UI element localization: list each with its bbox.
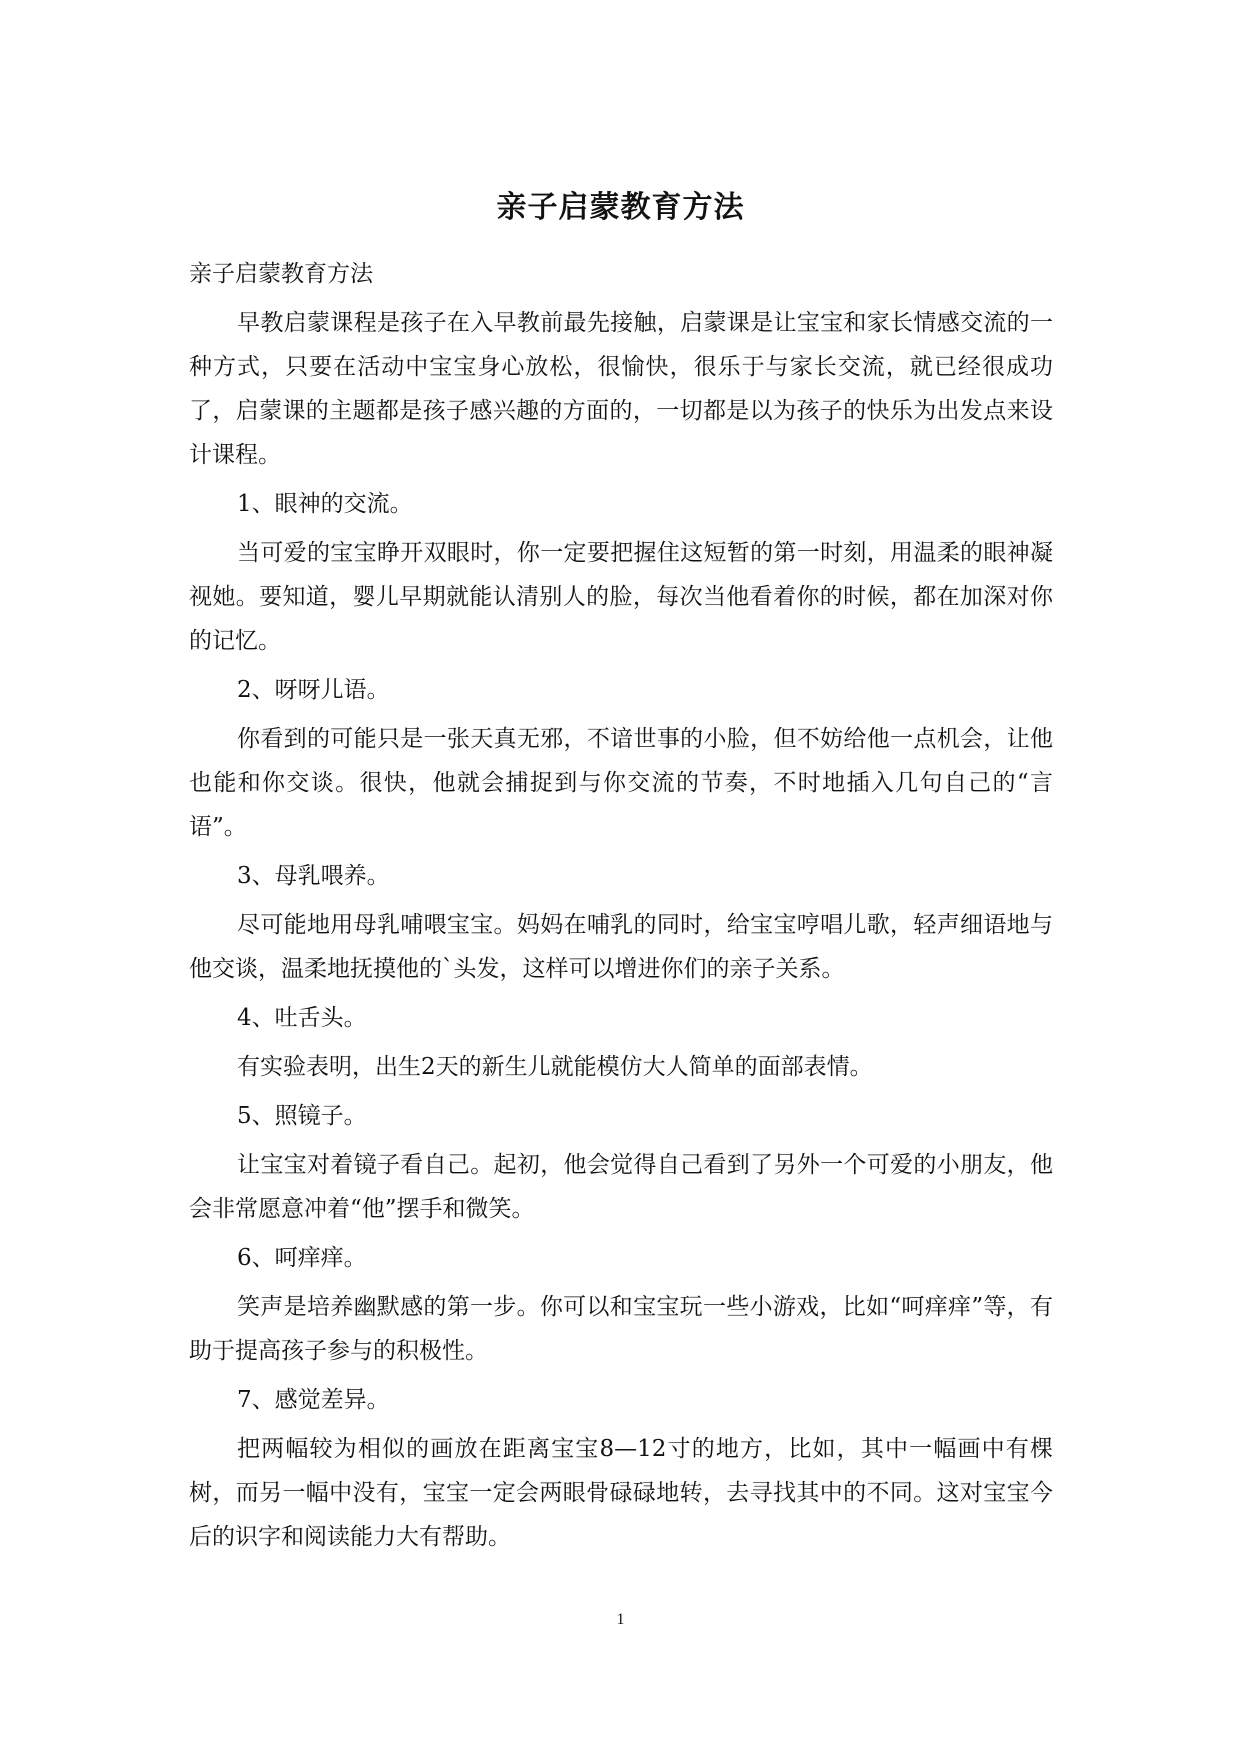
document-body [189,252,1053,1564]
section-heading: 4、吐舌头。 [237,1005,367,1031]
paragraph: 有实验表明，出生2天的新生儿就能模仿大人简单的面部表情。 [237,1054,873,1080]
paragraph: 笑声是培养幽默感的第一步。你可以和宝宝玩一些小游戏，比如“呵痒痒”等，有助于提高孩子参与的积极性。 [189,1294,1053,1364]
paragraph: 尽可能地用母乳哺喂宝宝。妈妈在哺乳的同时，给宝宝哼唱儿歌，轻声细语地与他交谈，温柔地抚摸他的`头发，这样可以增进你们的亲子关系。 [189,912,1053,982]
paragraph: 当可爱的宝宝睁开双眼时，你一定要把握住这短暂的第一时刻，用温柔的眼神凝视她。要知道，婴儿早期就能认清别人的脸，每次当他看着你的时候，都在加深对你的记忆。 [189,540,1053,654]
page-number: 1 [616,1611,625,1628]
section-heading: 1、眼神的交流。 [237,491,413,517]
section-heading: 5、照镜子。 [237,1103,367,1129]
document-title: 亲子启蒙教育方法 [496,190,745,225]
paragraph: 亲子启蒙教育方法 [189,261,373,287]
paragraph: 你看到的可能只是一张天真无邪，不谙世事的小脸，但不妨给他一点机会，让他也能和你交谈。很快，他就会捕捉到与你交流的节奏，不时地插入几句自己的“言语”。 [189,726,1053,840]
section-heading: 6、呵痒痒。 [237,1245,367,1271]
paragraph: 早教启蒙课程是孩子在入早教前最先接触，启蒙课是让宝宝和家长情感交流的一种方式，只要在活动中宝宝身心放松，很愉快，很乐于与家长交流，就已经很成功了，启蒙课的主题都是孩子感兴趣的方面的，一切都是以为孩子的快乐为出发点来设计课程。 [189,310,1053,468]
section-heading: 2、呀呀儿语。 [237,677,390,703]
section-heading: 3、母乳喂养。 [237,863,390,889]
paragraph: 让宝宝对着镜子看自己。起初，他会觉得自己看到了另外一个可爱的小朋友，他会非常愿意冲着“他”摆手和微笑。 [189,1152,1053,1222]
paragraph: 把两幅较为相似的画放在距离宝宝8—12寸的地方，比如，其中一幅画中有棵树，而另一幅中没有，宝宝一定会两眼骨碌碌地转，去寻找其中的不同。这对宝宝今后的识字和阅读能力大有帮助。 [189,1436,1053,1550]
section-heading: 7、感觉差异。 [237,1387,390,1413]
